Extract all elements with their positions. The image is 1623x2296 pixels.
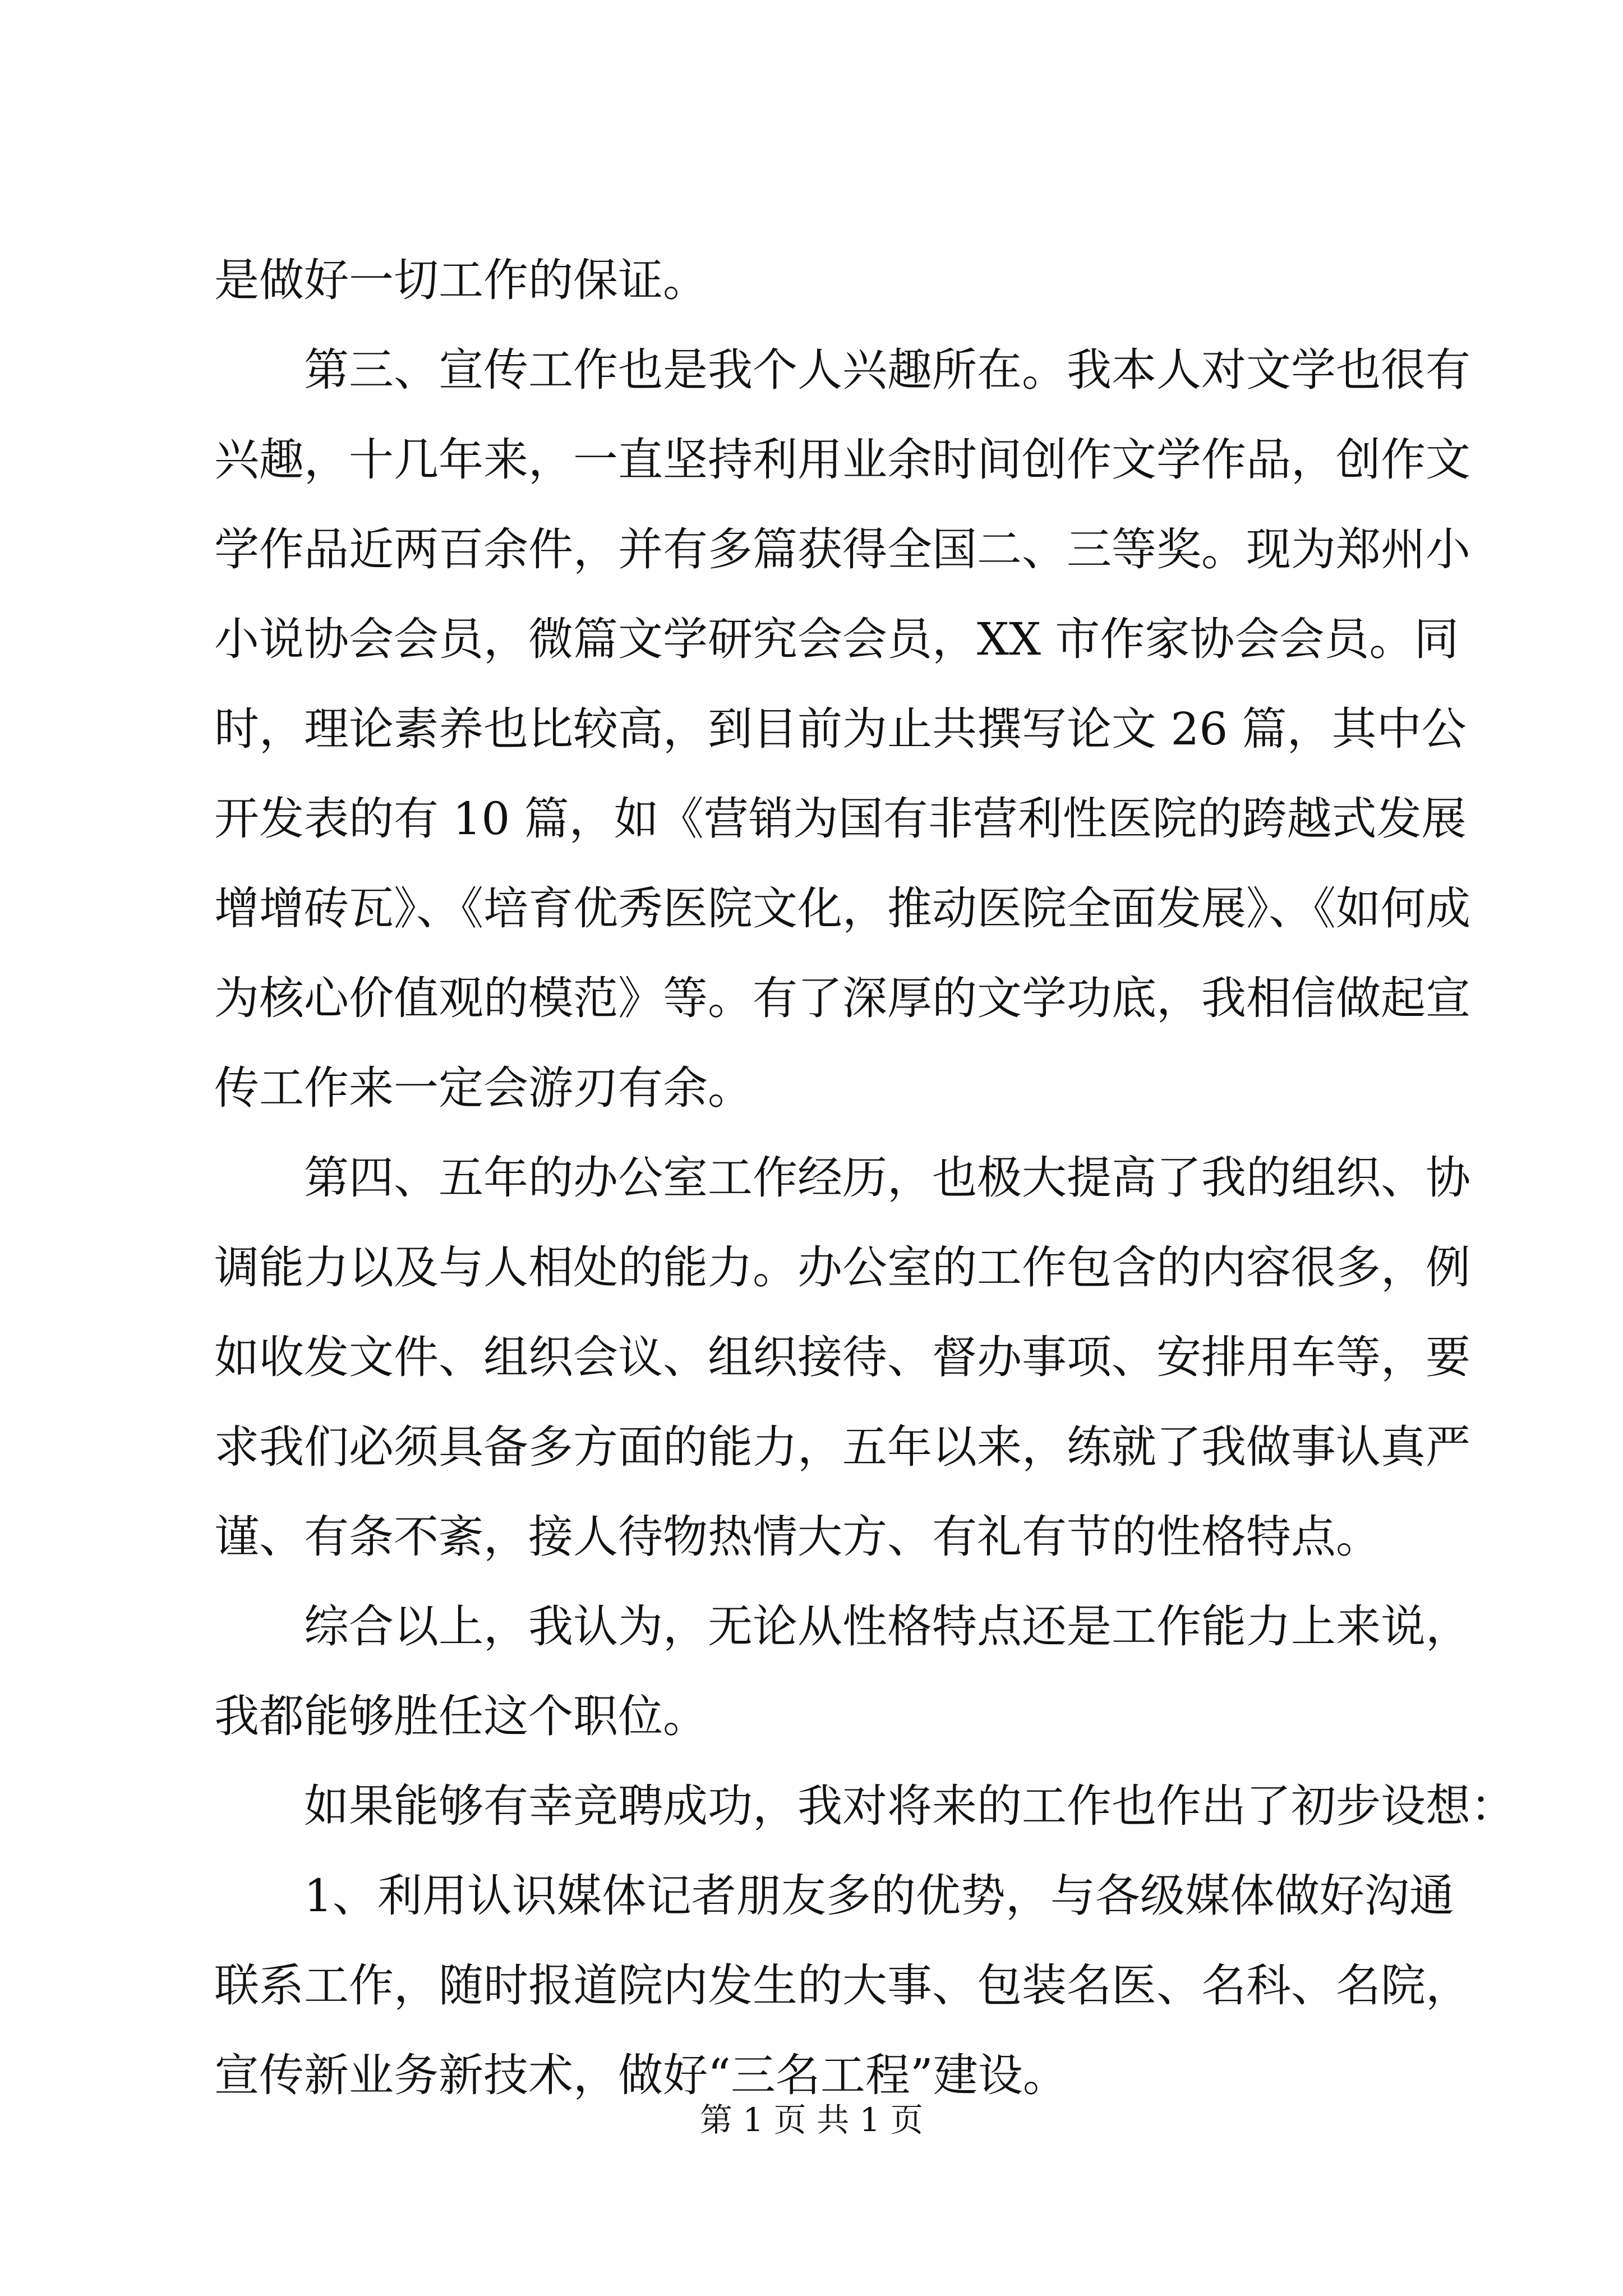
paragraph-line: 我都能够胜任这个职位。 [214, 1690, 708, 1742]
paragraph-line: 第四、五年的办公室工作经历，也极大提高了我的组织、协 [214, 1152, 1470, 1204]
page-footer: 第 1 页 共 1 页 [700, 2101, 923, 2139]
paragraph-line: 如收发文件、组织会议、组织接待、督办事项、安排用车等，要 [214, 1331, 1470, 1383]
paragraph-line: 传工作来一定会游刃有余。 [214, 1062, 753, 1114]
paragraph-line: 开发表的有 10 篇，如《营销为国有非营利性医院的跨越式发展 [214, 793, 1467, 845]
paragraph-line: 1、利用认识媒体记者朋友多的优势，与各级媒体做好沟通 [214, 1870, 1454, 1922]
paragraph-line: 宣传新业务新技术，做好“三名工程”建设。 [214, 2049, 1068, 2101]
paragraph-line: 谨、有条不紊，接人待物热情大方、有礼有节的性格特点。 [214, 1511, 1381, 1563]
paragraph-line: 时，理论素养也比较高，到目前为止共撰写论文 26 篇，其中公 [214, 703, 1467, 755]
paragraph-line: 如果能够有幸竞聘成功，我对将来的工作也作出了初步设想： [214, 1780, 1515, 1832]
paragraph-line: 增增砖瓦》、《培育优秀医院文化，推动医院全面发展》、《如何成 [214, 882, 1470, 935]
paragraph-line: 小说协会会员，微篇文学研究会会员，XX 市作家协会会员。同 [214, 613, 1459, 665]
paragraph-line: 学作品近两百余件，并有多篇获得全国二、三等奖。现为郑州小 [214, 523, 1470, 576]
paragraph-line: 是做好一切工作的保证。 [214, 254, 708, 306]
paragraph-line: 为核心价值观的模范》等。有了深厚的文学功底，我相信做起宣 [214, 972, 1470, 1024]
paragraph-line: 调能力以及与人相处的能力。办公室的工作包含的内容很多，例 [214, 1241, 1470, 1294]
paragraph-line: 第三、宣传工作也是我个人兴趣所在。我本人对文学也很有 [214, 344, 1470, 396]
paragraph-line: 求我们必须具备多方面的能力，五年以来，练就了我做事认真严 [214, 1421, 1470, 1473]
paragraph-line: 联系工作，随时报道院内发生的大事、包装名医、名科、名院， [214, 1959, 1470, 2012]
paragraph-line: 兴趣，十几年来，一直坚持利用业余时间创作文学作品，创作文 [214, 434, 1470, 486]
paragraph-line: 综合以上，我认为，无论从性格特点还是工作能力上来说， [214, 1600, 1470, 1653]
